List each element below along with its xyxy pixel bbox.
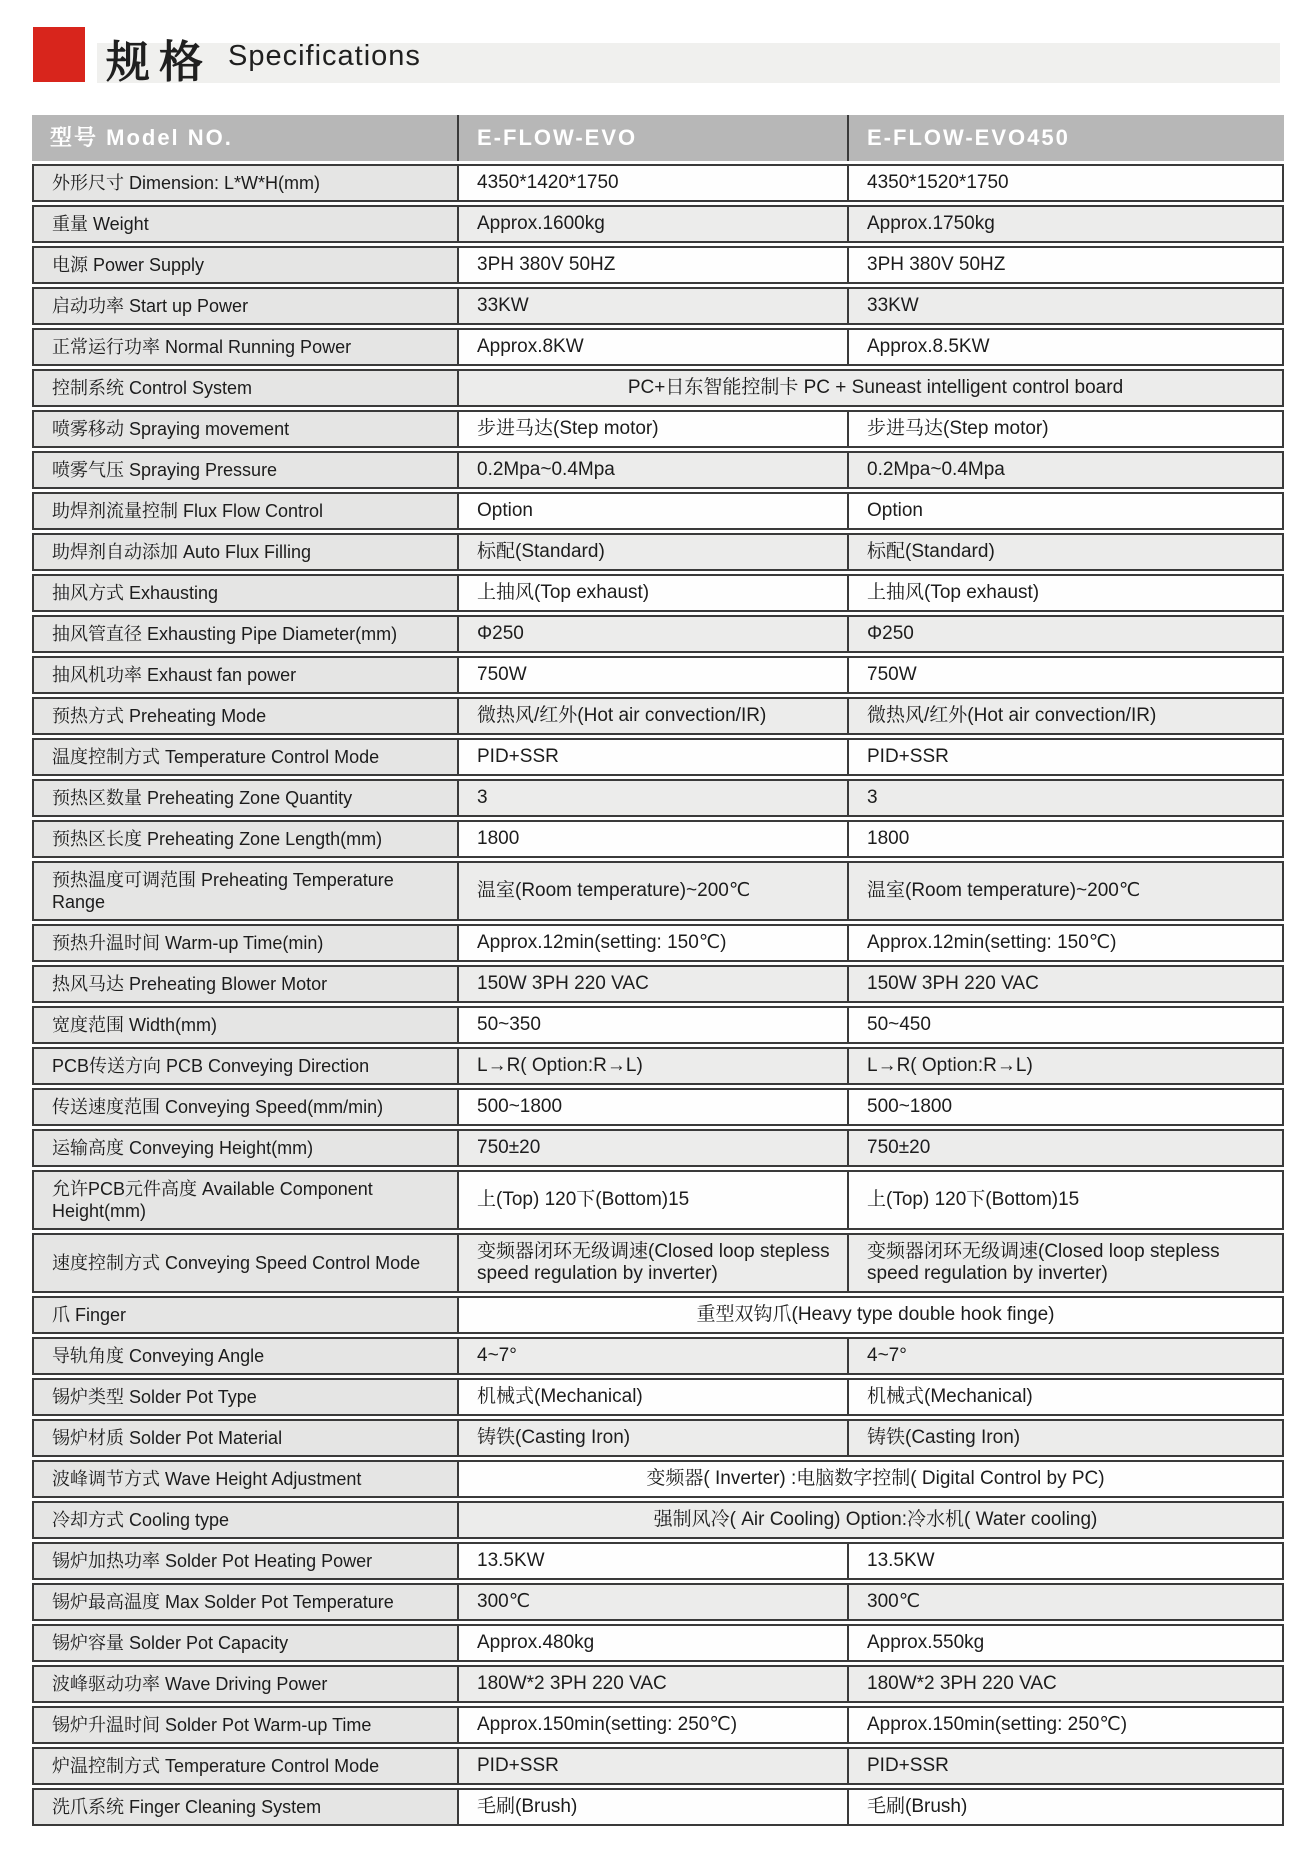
spec-value-cell-v2: Φ250 xyxy=(849,615,1284,653)
table-row xyxy=(32,1129,1284,1167)
table-row xyxy=(32,287,1284,325)
table-row xyxy=(32,1337,1284,1375)
spec-value-cell-v2: Approx.1750kg xyxy=(849,205,1284,243)
spec-value-cell-v2: Approx.12min(setting: 150℃) xyxy=(849,924,1284,962)
spec-value-cell-v1: 3PH 380V 50HZ xyxy=(459,246,849,284)
table-row xyxy=(32,1170,1284,1230)
spec-value-cell-v2: 500~1800 xyxy=(849,1088,1284,1126)
spec-value-cell-v1: 上抽风(Top exhaust) xyxy=(459,574,849,612)
spec-value-cell-v2: 50~450 xyxy=(849,1006,1284,1044)
table-row xyxy=(32,1542,1284,1580)
model-eflow-evo450-header-cell: E-FLOW-EVO450 xyxy=(849,115,1284,161)
spec-label-cell: 预热升温时间 Warm-up Time(min) xyxy=(32,924,459,962)
spec-label-cell: 运输高度 Conveying Height(mm) xyxy=(32,1129,459,1167)
spec-value-cell-v1: 750W xyxy=(459,656,849,694)
spec-value-cell-v2: Option xyxy=(849,492,1284,530)
spec-span-value-cell: 重型双钩爪(Heavy type double hook finge) xyxy=(459,1296,1284,1334)
spec-label-cell: 温度控制方式 Temperature Control Mode xyxy=(32,738,459,776)
table-row xyxy=(32,1460,1284,1498)
table-row xyxy=(32,451,1284,489)
spec-value-cell-v1: 750±20 xyxy=(459,1129,849,1167)
spec-table-body xyxy=(32,164,1284,1826)
spec-value-cell-v1: 1800 xyxy=(459,820,849,858)
spec-value-cell-v1: Approx.480kg xyxy=(459,1624,849,1662)
spec-span-value-cell: 强制风冷( Air Cooling) Option:冷水机( Water cooling) xyxy=(459,1501,1284,1539)
spec-label-cell: 电源 Power Supply xyxy=(32,246,459,284)
spec-value-cell-v2: 机械式(Mechanical) xyxy=(849,1378,1284,1416)
spec-value-cell-v2: 温室(Room temperature)~200℃ xyxy=(849,861,1284,921)
spec-label-cell: PCB传送方向 PCB Conveying Direction xyxy=(32,1047,459,1085)
spec-value-cell-v2: 1800 xyxy=(849,820,1284,858)
table-row xyxy=(32,861,1284,921)
spec-value-cell-v2: 微热风/红外(Hot air convection/IR) xyxy=(849,697,1284,735)
spec-value-cell-v1: 0.2Mpa~0.4Mpa xyxy=(459,451,849,489)
table-row xyxy=(32,533,1284,571)
spec-value-cell-v1: 180W*2 3PH 220 VAC xyxy=(459,1665,849,1703)
table-row xyxy=(32,1665,1284,1703)
table-row xyxy=(32,574,1284,612)
spec-value-cell-v2: 13.5KW xyxy=(849,1542,1284,1580)
table-row xyxy=(32,1747,1284,1785)
spec-value-cell-v1: PID+SSR xyxy=(459,1747,849,1785)
spec-label-cell: 抽风方式 Exhausting xyxy=(32,574,459,612)
table-row xyxy=(32,1501,1284,1539)
spec-label-cell: 喷雾气压 Spraying Pressure xyxy=(32,451,459,489)
spec-label-cell: 正常运行功率 Normal Running Power xyxy=(32,328,459,366)
table-row xyxy=(32,656,1284,694)
spec-value-cell-v1: L→R( Option:R→L) xyxy=(459,1047,849,1085)
table-row xyxy=(32,205,1284,243)
table-row xyxy=(32,965,1284,1003)
spec-value-cell-v1: 3 xyxy=(459,779,849,817)
spec-value-cell-v1: Option xyxy=(459,492,849,530)
spec-value-cell-v2: 上抽风(Top exhaust) xyxy=(849,574,1284,612)
spec-value-cell-v1: 150W 3PH 220 VAC xyxy=(459,965,849,1003)
spec-value-cell-v2: L→R( Option:R→L) xyxy=(849,1047,1284,1085)
table-row xyxy=(32,1378,1284,1416)
spec-value-cell-v2: PID+SSR xyxy=(849,738,1284,776)
spec-label-cell: 洗爪系统 Finger Cleaning System xyxy=(32,1788,459,1826)
spec-value-cell-v2: 750W xyxy=(849,656,1284,694)
table-row xyxy=(32,369,1284,407)
spec-value-cell-v1: 标配(Standard) xyxy=(459,533,849,571)
spec-label-cell: 速度控制方式 Conveying Speed Control Mode xyxy=(32,1233,459,1293)
spec-label-cell: 冷却方式 Cooling type xyxy=(32,1501,459,1539)
spec-label-cell: 允许PCB元件高度 Available Component Height(mm) xyxy=(32,1170,459,1230)
spec-value-cell-v1: 500~1800 xyxy=(459,1088,849,1126)
spec-value-cell-v1: 变频器闭环无级调速(Closed loop stepless speed regulation by inverter) xyxy=(459,1233,849,1293)
spec-value-cell-v1: Approx.8KW xyxy=(459,328,849,366)
spec-label-cell: 锡炉最高温度 Max Solder Pot Temperature xyxy=(32,1583,459,1621)
specifications-table xyxy=(32,112,1284,1829)
spec-label-cell: 锡炉类型 Solder Pot Type xyxy=(32,1378,459,1416)
spec-value-cell-v2: 步进马达(Step motor) xyxy=(849,410,1284,448)
red-square-icon xyxy=(33,27,85,82)
spec-value-cell-v2: 150W 3PH 220 VAC xyxy=(849,965,1284,1003)
spec-value-cell-v2: 上(Top) 120下(Bottom)15 xyxy=(849,1170,1284,1230)
spec-value-cell-v2: 750±20 xyxy=(849,1129,1284,1167)
spec-value-cell-v1: 铸铁(Casting Iron) xyxy=(459,1419,849,1457)
spec-label-cell: 预热区数量 Preheating Zone Quantity xyxy=(32,779,459,817)
spec-value-cell-v1: 机械式(Mechanical) xyxy=(459,1378,849,1416)
table-row xyxy=(32,1419,1284,1457)
table-row xyxy=(32,328,1284,366)
spec-value-cell-v1: 上(Top) 120下(Bottom)15 xyxy=(459,1170,849,1230)
page-title-zh: 规格 xyxy=(106,38,212,87)
table-row xyxy=(32,820,1284,858)
spec-value-cell-v2: 铸铁(Casting Iron) xyxy=(849,1419,1284,1457)
spec-label-cell: 抽风机功率 Exhaust fan power xyxy=(32,656,459,694)
spec-value-cell-v1: Approx.12min(setting: 150℃) xyxy=(459,924,849,962)
table-row xyxy=(32,697,1284,735)
table-row xyxy=(32,738,1284,776)
spec-value-cell-v2: Approx.8.5KW xyxy=(849,328,1284,366)
spec-value-cell-v1: PID+SSR xyxy=(459,738,849,776)
spec-value-cell-v2: Approx.550kg xyxy=(849,1624,1284,1662)
spec-value-cell-v1: 4~7° xyxy=(459,1337,849,1375)
spec-value-cell-v1: 33KW xyxy=(459,287,849,325)
spec-label-cell: 助焊剂流量控制 Flux Flow Control xyxy=(32,492,459,530)
table-row xyxy=(32,1233,1284,1293)
spec-label-cell: 锡炉加热功率 Solder Pot Heating Power xyxy=(32,1542,459,1580)
page-title-en: Specifications xyxy=(228,40,421,72)
spec-value-cell-v2: 0.2Mpa~0.4Mpa xyxy=(849,451,1284,489)
spec-value-cell-v2: 标配(Standard) xyxy=(849,533,1284,571)
spec-value-cell-v1: Approx.150min(setting: 250℃) xyxy=(459,1706,849,1744)
spec-value-cell-v2: 3PH 380V 50HZ xyxy=(849,246,1284,284)
spec-label-cell: 喷雾移动 Spraying movement xyxy=(32,410,459,448)
spec-label-cell: 外形尺寸 Dimension: L*W*H(mm) xyxy=(32,164,459,202)
spec-value-cell-v1: 4350*1420*1750 xyxy=(459,164,849,202)
spec-value-cell-v2: 4~7° xyxy=(849,1337,1284,1375)
table-row xyxy=(32,1088,1284,1126)
spec-label-cell: 锡炉容量 Solder Pot Capacity xyxy=(32,1624,459,1662)
table-row xyxy=(32,1624,1284,1662)
model-no-header-cell: 型号 Model NO. xyxy=(32,115,459,161)
spec-label-cell: 启动功率 Start up Power xyxy=(32,287,459,325)
table-row xyxy=(32,410,1284,448)
table-row xyxy=(32,246,1284,284)
spec-label-cell: 控制系统 Control System xyxy=(32,369,459,407)
spec-label-cell: 预热方式 Preheating Mode xyxy=(32,697,459,735)
spec-label-cell: 导轨角度 Conveying Angle xyxy=(32,1337,459,1375)
spec-value-cell-v2: 4350*1520*1750 xyxy=(849,164,1284,202)
table-row xyxy=(32,1706,1284,1744)
table-row xyxy=(32,164,1284,202)
table-row xyxy=(32,1296,1284,1334)
spec-value-cell-v2: 毛刷(Brush) xyxy=(849,1788,1284,1826)
spec-label-cell: 重量 Weight xyxy=(32,205,459,243)
spec-span-value-cell: PC+日东智能控制卡 PC + Suneast intelligent control board xyxy=(459,369,1284,407)
spec-value-cell-v1: Approx.1600kg xyxy=(459,205,849,243)
table-row xyxy=(32,1047,1284,1085)
table-row xyxy=(32,492,1284,530)
spec-value-cell-v2: 变频器闭环无级调速(Closed loop stepless speed regulation by inverter) xyxy=(849,1233,1284,1293)
spec-label-cell: 锡炉升温时间 Solder Pot Warm-up Time xyxy=(32,1706,459,1744)
spec-label-cell: 助焊剂自动添加 Auto Flux Filling xyxy=(32,533,459,571)
spec-label-cell: 波峰调节方式 Wave Height Adjustment xyxy=(32,1460,459,1498)
spec-label-cell: 锡炉材质 Solder Pot Material xyxy=(32,1419,459,1457)
spec-label-cell: 预热温度可调范围 Preheating Temperature Range xyxy=(32,861,459,921)
table-row xyxy=(32,1788,1284,1826)
spec-label-cell: 爪 Finger xyxy=(32,1296,459,1334)
spec-value-cell-v2: 33KW xyxy=(849,287,1284,325)
spec-label-cell: 波峰驱动功率 Wave Driving Power xyxy=(32,1665,459,1703)
spec-value-cell-v1: 步进马达(Step motor) xyxy=(459,410,849,448)
spec-value-cell-v1: 300℃ xyxy=(459,1583,849,1621)
spec-value-cell-v1: Φ250 xyxy=(459,615,849,653)
spec-value-cell-v1: 微热风/红外(Hot air convection/IR) xyxy=(459,697,849,735)
spec-value-cell-v2: PID+SSR xyxy=(849,1747,1284,1785)
spec-value-cell-v1: 温室(Room temperature)~200℃ xyxy=(459,861,849,921)
spec-value-cell-v2: 180W*2 3PH 220 VAC xyxy=(849,1665,1284,1703)
spec-value-cell-v2: Approx.150min(setting: 250℃) xyxy=(849,1706,1284,1744)
spec-label-cell: 预热区长度 Preheating Zone Length(mm) xyxy=(32,820,459,858)
spec-label-cell: 传送速度范围 Conveying Speed(mm/min) xyxy=(32,1088,459,1126)
model-eflow-evo-header-cell: E-FLOW-EVO xyxy=(459,115,849,161)
spec-value-cell-v2: 3 xyxy=(849,779,1284,817)
table-row xyxy=(32,615,1284,653)
table-row xyxy=(32,779,1284,817)
spec-label-cell: 抽风管直径 Exhausting Pipe Diameter(mm) xyxy=(32,615,459,653)
table-header-row xyxy=(32,115,1284,161)
spec-value-cell-v1: 50~350 xyxy=(459,1006,849,1044)
spec-label-cell: 炉温控制方式 Temperature Control Mode xyxy=(32,1747,459,1785)
spec-value-cell-v1: 13.5KW xyxy=(459,1542,849,1580)
table-row xyxy=(32,924,1284,962)
spec-value-cell-v2: 300℃ xyxy=(849,1583,1284,1621)
table-row xyxy=(32,1583,1284,1621)
spec-value-cell-v1: 毛刷(Brush) xyxy=(459,1788,849,1826)
spec-span-value-cell: 变频器( Inverter) :电脑数字控制( Digital Control by PC) xyxy=(459,1460,1284,1498)
table-row xyxy=(32,1006,1284,1044)
spec-label-cell: 宽度范围 Width(mm) xyxy=(32,1006,459,1044)
spec-label-cell: 热风马达 Preheating Blower Motor xyxy=(32,965,459,1003)
